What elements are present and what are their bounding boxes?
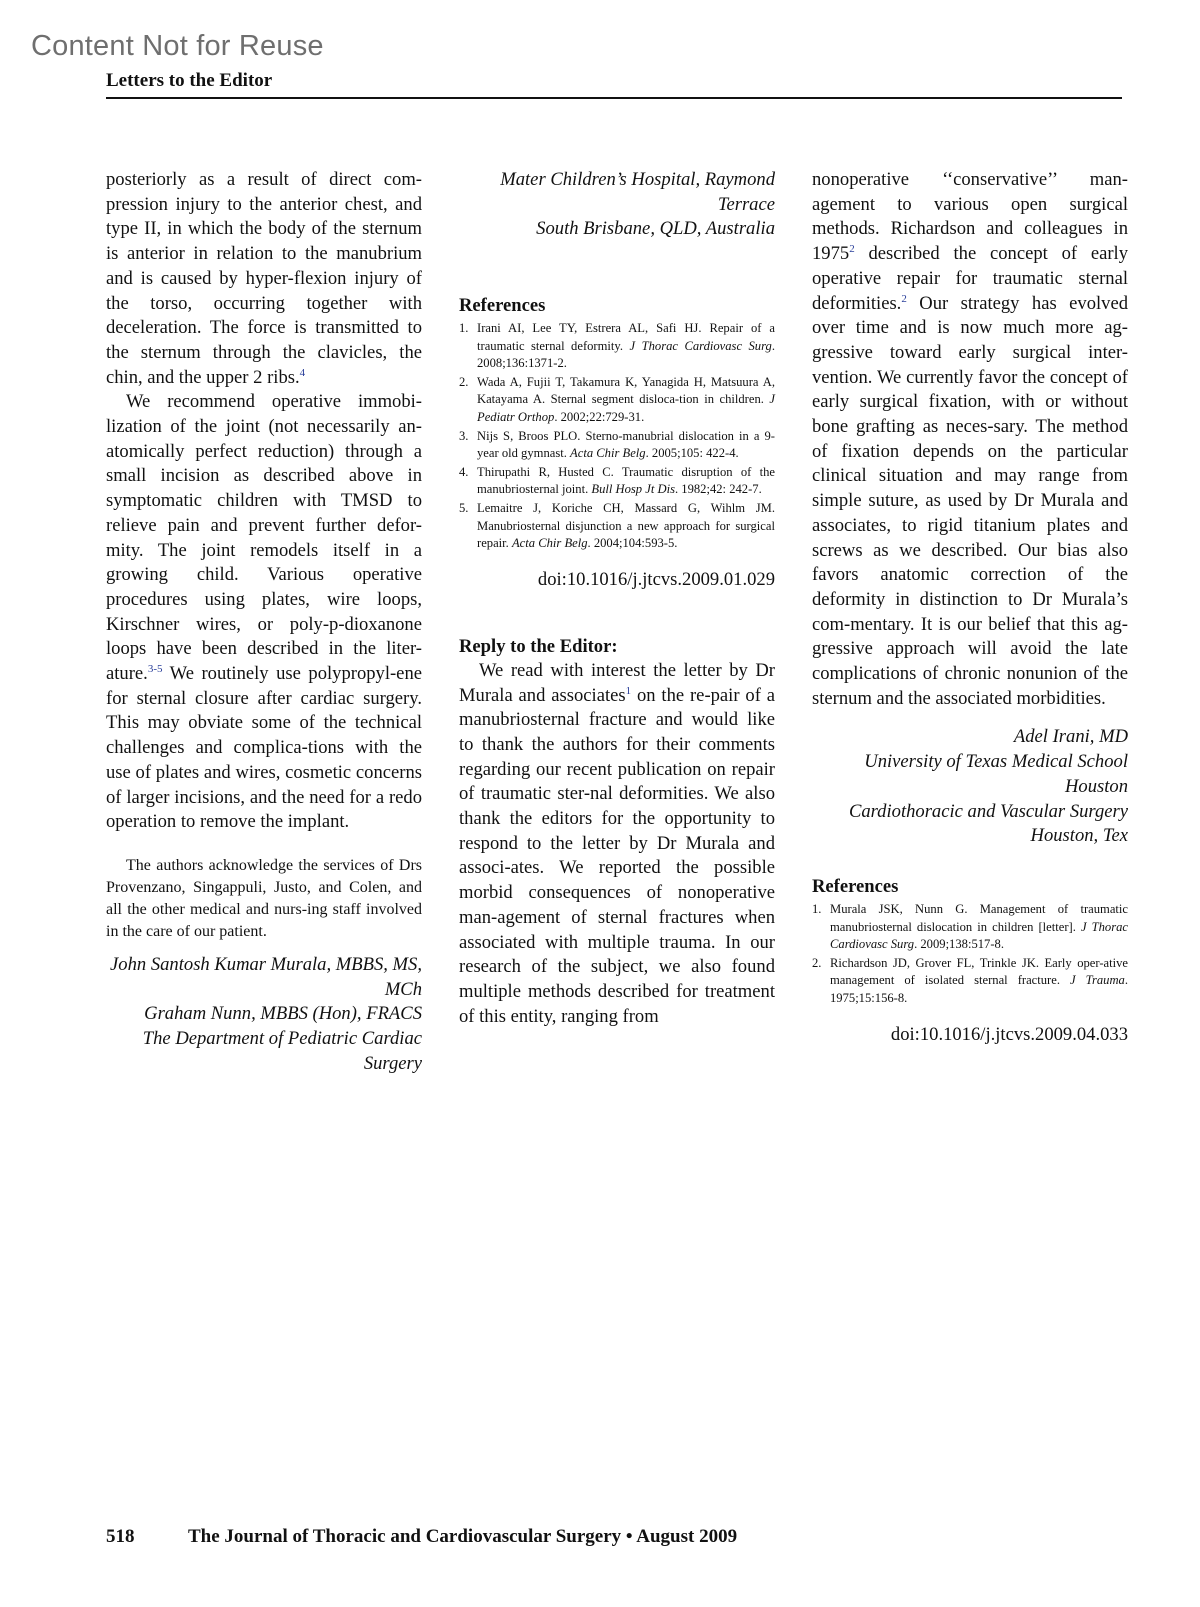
letter-paragraph-2: We recommend operative immobi-lization of the joint (not necessarily an-atomically perfect reduction) through a small incision as described above in symptomatic children with TMSD to relieve pain and prevent further defor-mity. The joint remodels itself in a growing child. Various operative procedures using plates, wire loops, Kirschner wires, or poly-p-dioxanone loops have been described in the liter-ature.$^{3-5}$ We routinely use polypropyl-ene for sternal closure after cardiac surgery. This may obviate some of the technical challenges and complica-tions with the use of plates and wires, cosmetic concerns of larger incisions, and the need for a redo operation to remove the implant. bbox=[106, 391, 422, 833]
acknowledgement: The authors acknowledge the services of Drs Provenzano, Singappuli, Justo, and Colen, and all the other medical and nurs-ing staff involved in the care of our patient. bbox=[106, 856, 422, 940]
citation-link[interactable]: 2 bbox=[901, 292, 907, 305]
author-signature: John Santosh Kumar Murala, MBBS, MS, MCh bbox=[110, 953, 422, 1000]
signature-block-1 bbox=[106, 953, 422, 1077]
author-signature: Adel Irani, MD bbox=[1013, 726, 1128, 748]
references-list bbox=[459, 320, 775, 553]
affiliation: University of Texas Medical School Houston bbox=[864, 751, 1128, 797]
letter-paragraph-1: posteriorly as a result of direct com-pression injury to the anterior chest, and type II, in which the body of the sternum is anterior in relation to the manubrium and is caused by hyper-flexion injury of the torso, occurring together with deceleration. The force is transmitted to the sternum through the clavicles, the chin, and the upper 2 ribs.$^4$ bbox=[106, 169, 422, 388]
reference-item: 4. Thirupathi R, Husted C. Traumatic disruption of the manubriosternal joint. Bull Hosp Jt Dis. 1982;42: 242-7. bbox=[459, 464, 775, 497]
page-footer bbox=[106, 1526, 737, 1548]
header-rule bbox=[106, 97, 1122, 99]
affiliation: South Brisbane, QLD, Australia bbox=[536, 218, 775, 240]
journal-name: The Journal of Thoracic and Cardiovascular Surgery • August 2009 bbox=[188, 1526, 738, 1547]
reference-item: 5. Lemaitre J, Koriche CH, Massard G, Wihlm JM. Manubriosternal disjunction a new approach for surgical repair. Acta Chir Belg. 2004;104:593-5. bbox=[459, 501, 775, 551]
reply-heading: Reply to the Editor: bbox=[459, 635, 618, 657]
column-1 bbox=[106, 168, 422, 1077]
citation-link[interactable]: 3-5 bbox=[147, 662, 163, 675]
citation-link[interactable]: 4 bbox=[299, 366, 306, 379]
references-list bbox=[812, 901, 1128, 1008]
doi-link[interactable]: doi:10.1016/j.jtcvs.2009.01.029 bbox=[537, 568, 775, 590]
reference-item: 3. Nijs S, Broos PLO. Sterno-manubrial dislocation in a 9-year old gymnast. Acta Chir Belg. 2005;105: 422-4. bbox=[459, 428, 775, 461]
affiliation: The Department of Pediatric Cardiac Surgery bbox=[142, 1028, 422, 1074]
affiliation: Mater Children’s Hospital, Raymond Terrace bbox=[500, 169, 775, 215]
section-header: Letters to the Editor bbox=[106, 70, 273, 91]
references-heading: References bbox=[459, 295, 546, 317]
reference-item: 1. Irani AI, Lee TY, Estrera AL, Safi HJ. Repair of a traumatic sternal deformity. J Thorac Cardiovasc Surg. 2008;136:1371-2. bbox=[459, 321, 775, 371]
reply-paragraph: We read with interest the letter by Dr Murala and associates$^1$ on the re-pair of a manubriosternal fracture and would like to thank the authors for their comments regarding our recent publication on repair of traumatic ster-nal deformities. We also thank the editors for the opportunity to respond to the letter by Dr Murala and associ-ates. We reported the possible morbid consequences of nonoperative man-agement of sternal fractures when associated with multiple trauma. In our research of the subject, we also found multiple methods described for treatment of this entity, ranging from bbox=[459, 659, 775, 1027]
affiliation: Cardiothoracic and Vascular Surgery Houston, Tex bbox=[848, 800, 1128, 847]
doi-link[interactable]: doi:10.1016/j.jtcvs.2009.04.033 bbox=[890, 1023, 1128, 1045]
author-signature: Graham Nunn, MBBS (Hon), FRACS bbox=[144, 1003, 422, 1025]
reference-item: 1. Murala JSK, Nunn G. Management of traumatic manubriosternal dislocation in children [letter]. J Thorac Cardiovasc Surg. 2009;138:517-8. bbox=[812, 901, 1129, 952]
references-heading: References bbox=[812, 875, 899, 897]
citation-link[interactable]: 2 bbox=[849, 242, 855, 255]
reply-paragraph-continued: nonoperative ‘‘conservative’’ man-agement to various open surgical methods. Richardson and colleagues in 1975$^2$ described the concept of early operative repair for traumatic sternal deformities.$^2$ Our strategy has evolved over time and is now much more ag-gressive toward early surgical inter-vention. We currently favor the concept of early surgical fixation, with or without bone grafting as neces-sary. The method of fixation depends on the particular clinical situation and may range from simple suture, as used by Dr Murala and associates, to rigid titanium plates and screws as we described. Our bias also favors anatomic correction of the deformity in distinction to Dr Murala’s com-mentary. It is our belief that this ag-gressive approach will avoid the late complications of chronic nonunion of the sternum and the associated morbidities. bbox=[812, 169, 1128, 709]
reference-item: 2. Richardson JD, Grover FL, Trinkle JK. Early oper-ative management of isolated sternal fracture. J Trauma. 1975;15:156-8. bbox=[812, 955, 1129, 1005]
citation-link[interactable]: 1 bbox=[625, 684, 632, 697]
watermark: Content Not for Reuse bbox=[31, 30, 324, 62]
column-2 bbox=[459, 168, 775, 1029]
page-number: 518 bbox=[106, 1526, 135, 1547]
column-3 bbox=[812, 168, 1128, 1046]
reference-item: 2. Wada A, Fujii T, Takamura K, Yanagida H, Matsuura A, Katayama A. Sternal segment disloca-tion in children. J Pediatr Orthop. 2002;22:729-31. bbox=[459, 374, 775, 425]
signature-block-2 bbox=[812, 725, 1128, 849]
